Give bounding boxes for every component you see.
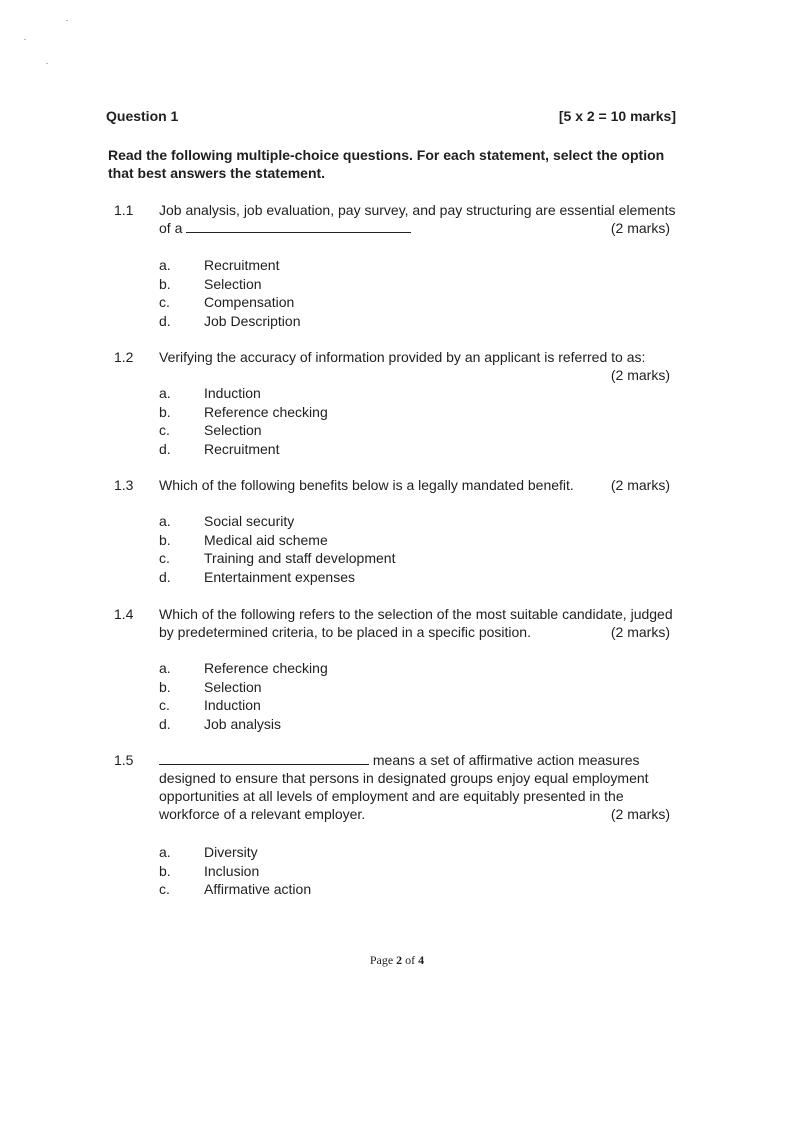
question-marks: (2 marks) [610,624,670,640]
question-text-continued: by predetermined criteria, to be placed in a specific position. [159,624,531,640]
page-total: 4 [418,953,425,967]
question-marks: (2 marks) [610,220,670,236]
of-word: of [405,953,416,967]
answer-blank [159,751,369,765]
question-1-2 [114,348,670,384]
question-text: Job analysis, job evaluation, pay survey, and pay structuring are essential elements [159,202,676,218]
question-header [106,108,676,124]
question-1-1 [114,201,676,237]
question-number: 1.5 [114,752,134,768]
scan-speck [46,63,48,64]
question-number: 1.2 [114,349,134,365]
question-text: Verifying the accuracy of information provided by an applicant is referred to as: [159,349,646,365]
question-marks: (2 marks) [610,367,670,383]
question-1-5 [114,751,670,823]
instructions: Read the following multiple-choice questions. For each statement, select the option that best answers the statement. [108,147,665,181]
question-label: Question 1 [106,108,179,124]
total-marks: [5 x 2 = 10 marks] [558,108,676,124]
question-marks: (2 marks) [610,477,670,493]
question-text-continued: opportunities at all levels of employment and are equitably presented in the [159,788,624,804]
scan-speck [24,39,26,40]
question-1-4 [114,605,673,641]
question-text: Which of the following benefits below is a legally mandated benefit. [159,477,574,493]
question-marks: (2 marks) [610,806,670,822]
page-footer [0,953,794,968]
question-text-continued: workforce of a relevant employer. [159,806,366,822]
answer-blank [186,219,411,233]
page-number: 2 [396,953,403,967]
question-text-continued: of a [159,219,411,237]
question-number: 1.3 [114,477,134,493]
question-1-3 [114,476,670,494]
question-text: means a set of affirmative action measures [159,751,640,769]
exam-page: Question 1 [5 x 2 = 10 marks] Read the following multiple-choice questions. For each statement, select the option that best answers the statement. 1.1 Job analysis, job evaluation, pay survey, and pay structuring are essential elements of a (2 marks) a. Recruitment b. Selection c. Compensation d. Job Description 1.2 Verifying the accuracy of information provided by an applicant is referred to as: (2 marks) a. Induction b. Reference checking c. Selection d. Recruitment 1.3 Which of the following benefits below is a legally mandated benefit. (2 marks) a. Social security b. Medical aid scheme c. Training and staff development d. Entertainment expenses 1.4 Which of the following refers to the selection of the most suitable candidate, judged by predetermined criteria, to be placed in a specific position. (2 marks) a. Reference checking b. Selection c. Induction d. Job analysis 1.5 means a set of affirmative action measures designed to ensure that persons in designated groups enjoy equal employment opportunities at all levels of employment and are equitably presented in the workforce of a relevant employer. (2 marks) a. Diversity b. Inclusion c. Affirmative action Page 2 of 4 [0,0,794,1122]
question-number: 1.4 [114,606,134,622]
question-text-continued: designed to ensure that persons in designated groups enjoy equal employment [159,770,649,786]
question-number: 1.1 [114,202,134,218]
scan-speck [66,20,68,21]
question-text: Which of the following refers to the selection of the most suitable candidate, judged [159,606,673,622]
page-word: Page [369,953,394,967]
